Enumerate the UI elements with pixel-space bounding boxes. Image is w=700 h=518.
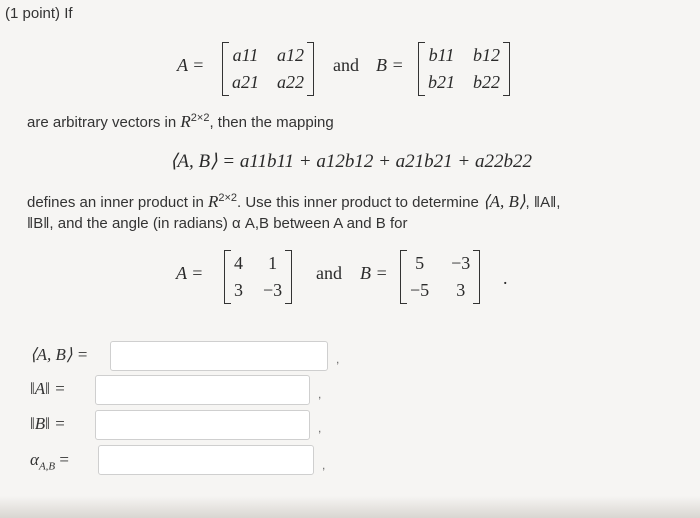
norm-a-label: ‖A‖ = (30, 379, 66, 398)
and-word-given: and (316, 263, 342, 283)
matrix-entry: 3 (456, 280, 466, 300)
separator: , (322, 458, 326, 472)
angle-label: $\alpha_{A,B}$ = (30, 450, 69, 473)
matrix-entry: a12 (277, 45, 304, 65)
matrix-entry: b22 (473, 72, 500, 92)
norm-b-input[interactable] (95, 410, 310, 440)
given-a-label: A = (176, 263, 204, 283)
matrix-entry: 1 (268, 253, 278, 273)
description-line-1: are arbitrary vectors in $R^{2\times 2}$, then the mapping (27, 112, 334, 131)
given-matrix-b (400, 250, 480, 304)
matrix-entry: b12 (473, 45, 500, 65)
matrix-entry: −3 (263, 280, 283, 300)
given-matrix-a (224, 250, 292, 304)
matrix-entry: 5 (415, 253, 425, 273)
matrix-entry: −5 (410, 280, 430, 300)
description-line-2: defines an inner product in $R^{2\times 2}$. Use this inner product to determine ⟨A, B⟩, ‖A‖, (27, 192, 561, 211)
matrix-entry: b11 (428, 45, 455, 65)
inner-product-input[interactable] (110, 341, 328, 371)
problem-points: (1 point) If (5, 5, 73, 22)
inner-product-formula: ⟨A, B⟩ = a11b11 + a12b12 + a21b21 + a22b22 (170, 151, 533, 172)
separator: , (336, 352, 340, 366)
separator: , (318, 387, 322, 401)
angle-input[interactable] (98, 445, 314, 475)
period: . (503, 268, 508, 288)
given-b-label: B = (360, 263, 388, 283)
matrix-entry: 3 (234, 280, 243, 300)
matrix-entry: a21 (232, 72, 259, 92)
matrix-entry: −3 (451, 253, 471, 273)
matrix-entry: a22 (277, 72, 304, 92)
separator: , (318, 421, 322, 435)
matrix-b-symbolic (418, 42, 510, 96)
and-word: and (333, 55, 359, 75)
norm-a-input[interactable] (95, 375, 310, 405)
matrix-entry: 4 (234, 253, 243, 273)
matrix-a-label: A = (177, 55, 205, 75)
inner-product-label: ⟨A, B⟩ = (30, 345, 89, 364)
description-line-3: ‖B‖, and the angle (in radians) α A,B between A and B for (27, 215, 408, 232)
page-bottom-edge (0, 496, 700, 518)
matrix-entry: a11 (232, 45, 259, 65)
matrix-entry: b21 (428, 72, 455, 92)
norm-b-label: ‖B‖ = (30, 414, 66, 433)
matrix-a-symbolic (222, 42, 314, 96)
matrix-b-label: B = (376, 55, 404, 75)
